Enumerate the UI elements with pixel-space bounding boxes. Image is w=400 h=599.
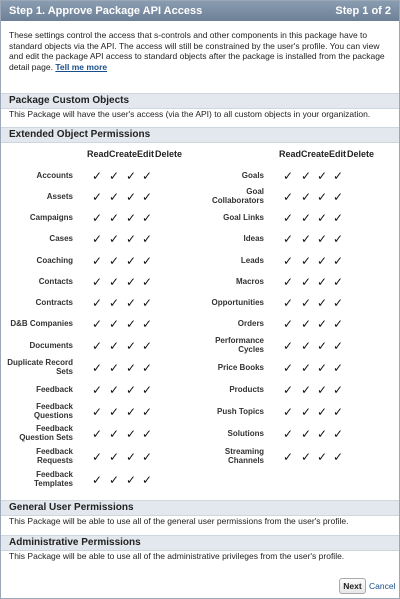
checkmark-icon-create: ✓ [109, 405, 120, 419]
checkmark-icon-create: ✓ [301, 190, 312, 204]
permission-label: Campaigns [29, 213, 73, 222]
checkmark-icon-delete: ✓ [142, 473, 153, 487]
checkmark-icon-read: ✓ [283, 190, 294, 204]
admin-permissions-text: This Package will be able to use all of the administrative privileges from the user's profile. [9, 551, 345, 561]
checkmark-icon-create: ✓ [109, 427, 120, 441]
permission-label: Opportunities [211, 298, 264, 307]
checkmark-icon-delete: ✓ [142, 383, 153, 397]
checkmark-icon-delete: ✓ [142, 211, 153, 225]
checkmark-icon-edit: ✓ [317, 232, 328, 246]
checkmark-icon-read: ✓ [92, 190, 103, 204]
checkmark-icon-edit: ✓ [126, 473, 137, 487]
checkmark-icon-create: ✓ [109, 450, 120, 464]
tell-me-more-link[interactable]: Tell me more [55, 61, 108, 72]
checkmark-icon-create: ✓ [301, 211, 312, 225]
checkmark-icon-delete: ✓ [333, 317, 344, 331]
checkmark-icon-edit: ✓ [126, 450, 137, 464]
checkmark-icon-create: ✓ [301, 169, 312, 183]
checkmark-icon-create: ✓ [109, 275, 120, 289]
intro-text: These settings control the access that s-controls and other components in this package have to standard objects via the API. The access will still be constrained by the user's profile. You can view and edit the package API access to standard objects after the package is installed from the package detail page. [9, 30, 385, 72]
permission-label: Feedback Requests [36, 447, 73, 465]
permission-label: Documents [29, 341, 73, 350]
checkmark-icon-read: ✓ [283, 405, 294, 419]
checkmark-icon-read: ✓ [92, 473, 103, 487]
permission-label: Leads [240, 256, 264, 265]
checkmark-icon-delete: ✓ [333, 211, 344, 225]
checkmark-icon-edit: ✓ [126, 339, 137, 353]
intro-paragraph [9, 30, 391, 72]
checkmark-icon-create: ✓ [301, 232, 312, 246]
checkmark-icon-delete: ✓ [333, 450, 344, 464]
checkmark-icon-read: ✓ [92, 275, 103, 289]
permission-label: Feedback Questions [33, 402, 73, 420]
checkmark-icon-delete: ✓ [333, 190, 344, 204]
column-heading-edit: Edit [137, 149, 154, 159]
checkmark-icon-create: ✓ [109, 211, 120, 225]
checkmark-icon-read: ✓ [283, 383, 294, 397]
checkmark-icon-delete: ✓ [142, 232, 153, 246]
checkmark-icon-delete: ✓ [142, 450, 153, 464]
section-heading: Extended Object Permissions [9, 129, 151, 140]
checkmark-icon-delete: ✓ [142, 405, 153, 419]
section-heading: Package Custom Objects [9, 95, 130, 106]
extended-permissions-section-header [1, 127, 399, 143]
checkmark-icon-read: ✓ [92, 317, 103, 331]
checkmark-icon-read: ✓ [283, 275, 294, 289]
permission-label: Assets [46, 192, 73, 201]
checkmark-icon-delete: ✓ [142, 169, 153, 183]
checkmark-icon-delete: ✓ [333, 169, 344, 183]
checkmark-icon-read: ✓ [92, 296, 103, 310]
permission-label: Contracts [35, 298, 73, 307]
checkmark-icon-create: ✓ [109, 317, 120, 331]
checkmark-icon-delete: ✓ [333, 254, 344, 268]
permission-label: Contacts [38, 277, 73, 286]
checkmark-icon-read: ✓ [92, 232, 103, 246]
column-heading-delete: Delete [155, 149, 183, 159]
permission-label: Feedback [36, 385, 73, 394]
column-heading-edit: Edit [329, 149, 346, 159]
general-permissions-section-header [1, 500, 399, 516]
checkmark-icon-delete: ✓ [142, 254, 153, 268]
checkmark-icon-edit: ✓ [317, 296, 328, 310]
checkmark-icon-delete: ✓ [333, 427, 344, 441]
checkmark-icon-edit: ✓ [317, 211, 328, 225]
checkmark-icon-create: ✓ [109, 232, 120, 246]
checkmark-icon-read: ✓ [92, 405, 103, 419]
checkmark-icon-edit: ✓ [126, 383, 137, 397]
checkmark-icon-delete: ✓ [142, 361, 153, 375]
checkmark-icon-delete: ✓ [333, 339, 344, 353]
permission-label: Solutions [227, 429, 264, 438]
checkmark-icon-create: ✓ [109, 296, 120, 310]
permission-label: Goals [241, 171, 264, 180]
checkmark-icon-read: ✓ [283, 296, 294, 310]
checkmark-icon-read: ✓ [283, 450, 294, 464]
checkmark-icon-read: ✓ [283, 427, 294, 441]
checkmark-icon-read: ✓ [283, 361, 294, 375]
checkmark-icon-delete: ✓ [142, 317, 153, 331]
checkmark-icon-delete: ✓ [333, 275, 344, 289]
checkmark-icon-edit: ✓ [126, 211, 137, 225]
step-counter: Step 1 of 2 [335, 5, 391, 17]
column-heading-create: Create [301, 149, 330, 159]
checkmark-icon-read: ✓ [283, 339, 294, 353]
checkmark-icon-edit: ✓ [317, 405, 328, 419]
checkmark-icon-create: ✓ [109, 361, 120, 375]
custom-objects-text: This Package will have the user's access (via the API) to all custom objects in your organization. [9, 109, 371, 119]
checkmark-icon-edit: ✓ [126, 427, 137, 441]
column-heading-read: Read [279, 149, 302, 159]
checkmark-icon-delete: ✓ [142, 296, 153, 310]
admin-permissions-section-header [1, 535, 399, 551]
checkmark-icon-create: ✓ [109, 383, 120, 397]
permission-label: Orders [237, 319, 264, 328]
checkmark-icon-read: ✓ [92, 169, 103, 183]
checkmark-icon-create: ✓ [301, 254, 312, 268]
checkmark-icon-edit: ✓ [317, 339, 328, 353]
checkmark-icon-delete: ✓ [142, 190, 153, 204]
permission-label: Accounts [36, 171, 73, 180]
checkmark-icon-read: ✓ [283, 317, 294, 331]
checkmark-icon-create: ✓ [109, 339, 120, 353]
checkmark-icon-edit: ✓ [126, 169, 137, 183]
checkmark-icon-create: ✓ [301, 383, 312, 397]
checkmark-icon-edit: ✓ [126, 405, 137, 419]
permission-label: Duplicate Record Sets [7, 358, 73, 376]
checkmark-icon-delete: ✓ [333, 361, 344, 375]
checkmark-icon-edit: ✓ [317, 361, 328, 375]
next-button[interactable]: Next [339, 578, 366, 594]
checkmark-icon-read: ✓ [283, 254, 294, 268]
checkmark-icon-edit: ✓ [317, 254, 328, 268]
checkmark-icon-edit: ✓ [317, 427, 328, 441]
checkmark-icon-read: ✓ [283, 169, 294, 183]
section-heading: General User Permissions [9, 502, 134, 513]
checkmark-icon-edit: ✓ [126, 296, 137, 310]
checkmark-icon-create: ✓ [301, 339, 312, 353]
checkmark-icon-read: ✓ [92, 254, 103, 268]
column-heading-delete: Delete [347, 149, 375, 159]
checkmark-icon-delete: ✓ [333, 383, 344, 397]
checkmark-icon-delete: ✓ [333, 232, 344, 246]
checkmark-icon-create: ✓ [301, 427, 312, 441]
checkmark-icon-read: ✓ [92, 211, 103, 225]
permission-label: Feedback Templates [34, 470, 73, 488]
permission-label: Goal Collaborators [211, 187, 264, 205]
checkmark-icon-read: ✓ [92, 450, 103, 464]
permission-label: Goal Links [223, 213, 264, 222]
checkmark-icon-create: ✓ [301, 450, 312, 464]
step-header [1, 1, 399, 21]
permission-label: D&B Companies [10, 319, 73, 328]
checkmark-icon-create: ✓ [301, 405, 312, 419]
checkmark-icon-delete: ✓ [142, 275, 153, 289]
checkmark-icon-read: ✓ [92, 383, 103, 397]
checkmark-icon-delete: ✓ [333, 296, 344, 310]
checkmark-icon-edit: ✓ [317, 383, 328, 397]
checkmark-icon-read: ✓ [283, 232, 294, 246]
column-heading-create: Create [109, 149, 138, 159]
checkmark-icon-create: ✓ [301, 296, 312, 310]
checkmark-icon-create: ✓ [301, 361, 312, 375]
checkmark-icon-delete: ✓ [142, 427, 153, 441]
checkmark-icon-edit: ✓ [126, 190, 137, 204]
checkmark-icon-edit: ✓ [317, 317, 328, 331]
checkmark-icon-create: ✓ [301, 275, 312, 289]
checkmark-icon-edit: ✓ [126, 361, 137, 375]
checkmark-icon-edit: ✓ [317, 275, 328, 289]
permission-label: Ideas [243, 234, 264, 243]
permission-label: Products [229, 385, 264, 394]
checkmark-icon-read: ✓ [283, 211, 294, 225]
checkmark-icon-edit: ✓ [317, 190, 328, 204]
column-heading-read: Read [87, 149, 110, 159]
permission-label: Streaming Channels [224, 447, 264, 465]
checkmark-icon-read: ✓ [92, 361, 103, 375]
step-title: Step 1. Approve Package API Access [9, 5, 203, 17]
checkmark-icon-create: ✓ [109, 190, 120, 204]
custom-objects-section-header [1, 93, 399, 109]
permission-label: Coaching [36, 256, 73, 265]
permission-label: Price Books [217, 363, 264, 372]
cancel-link[interactable]: Cancel [369, 581, 396, 591]
checkmark-icon-read: ✓ [92, 427, 103, 441]
checkmark-icon-read: ✓ [92, 339, 103, 353]
general-permissions-text: This Package will be able to use all of the general user permissions from the user's profile. [9, 516, 349, 526]
permission-label: Cases [49, 234, 73, 243]
permission-label: Push Topics [217, 407, 264, 416]
permission-label: Performance Cycles [215, 336, 264, 354]
checkmark-icon-create: ✓ [301, 317, 312, 331]
section-heading: Administrative Permissions [9, 537, 141, 548]
checkmark-icon-create: ✓ [109, 473, 120, 487]
checkmark-icon-edit: ✓ [317, 169, 328, 183]
checkmark-icon-edit: ✓ [126, 254, 137, 268]
permission-label: Feedback Question Sets [19, 424, 73, 442]
permission-label: Macros [235, 277, 264, 286]
checkmark-icon-edit: ✓ [126, 275, 137, 289]
checkmark-icon-delete: ✓ [333, 405, 344, 419]
checkmark-icon-edit: ✓ [126, 317, 137, 331]
checkmark-icon-create: ✓ [109, 169, 120, 183]
checkmark-icon-edit: ✓ [317, 450, 328, 464]
checkmark-icon-delete: ✓ [142, 339, 153, 353]
checkmark-icon-create: ✓ [109, 254, 120, 268]
checkmark-icon-edit: ✓ [126, 232, 137, 246]
